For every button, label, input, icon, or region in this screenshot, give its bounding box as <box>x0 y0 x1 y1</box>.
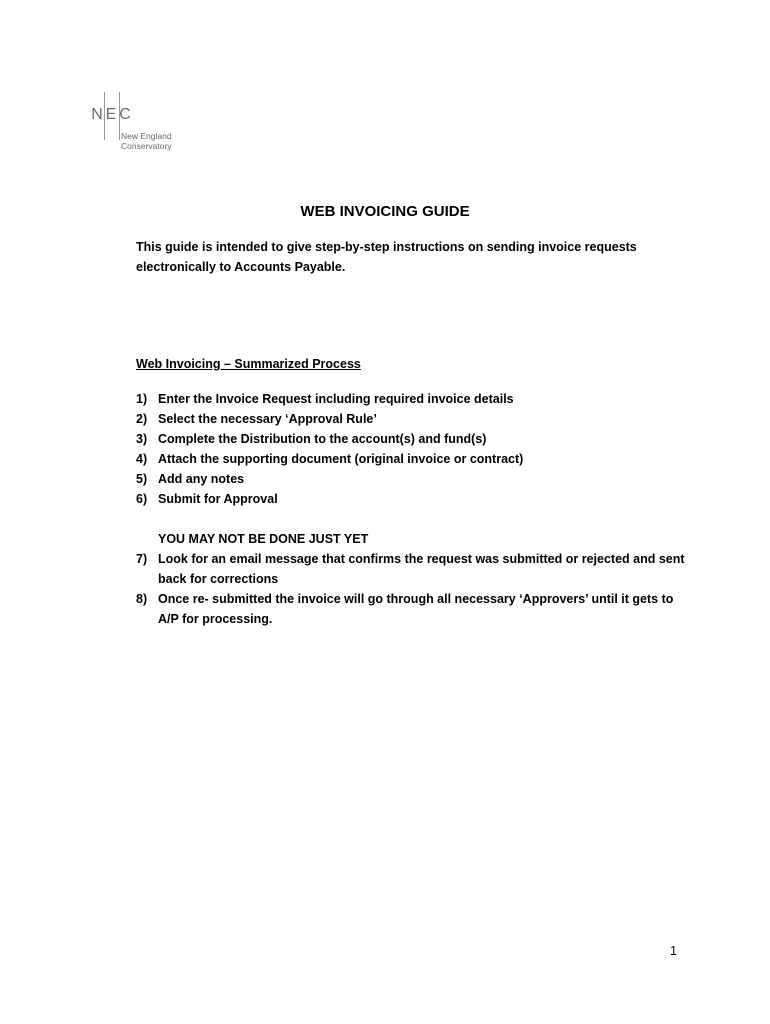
step-number: 3) <box>136 432 148 446</box>
list-item <box>136 469 696 489</box>
nec-logo <box>90 92 210 158</box>
step-text: Submit for Approval <box>158 492 278 506</box>
logo-letter-e: E <box>105 106 117 123</box>
list-item <box>136 389 696 409</box>
logo-letter-c: C <box>119 106 131 123</box>
step-text: Enter the Invoice Request including required invoice details <box>158 392 514 406</box>
step-number: 1) <box>136 392 148 406</box>
step-text: Complete the Distribution to the account(s) and fund(s) <box>158 432 487 446</box>
intro-line-1: This guide is intended to give step-by-step instructions on sending invoice requests <box>136 240 637 254</box>
step-number: 2) <box>136 412 148 426</box>
warning-note: YOU MAY NOT BE DONE JUST YET <box>158 532 369 546</box>
step-text-line: A/P for processing. <box>158 612 273 626</box>
step-number: 5) <box>136 472 148 486</box>
list-item <box>136 549 696 589</box>
step-text: Select the necessary ‘Approval Rule’ <box>158 412 377 426</box>
intro-paragraph <box>136 237 656 277</box>
step-text-line: Look for an email message that confirms the request was submitted or rejected and sent <box>158 552 685 566</box>
page-number: 1 <box>670 944 677 958</box>
intro-line-2: electronically to Accounts Payable. <box>136 260 346 274</box>
list-item <box>136 589 696 629</box>
step-text-line: back for corrections <box>158 572 279 586</box>
step-number: 8) <box>136 592 148 606</box>
document-title: WEB INVOICING GUIDE <box>300 203 470 220</box>
step-number: 6) <box>136 492 148 506</box>
logo-line-2: Conservatory <box>121 141 172 151</box>
logo-letters <box>90 106 132 124</box>
list-item <box>136 429 696 449</box>
step-text-line: Once re- submitted the invoice will go through all necessary ‘Approvers’ until it gets to <box>158 592 674 606</box>
list-item <box>136 449 696 469</box>
list-item <box>136 409 696 429</box>
logo-wordmark <box>121 131 172 151</box>
step-text: Attach the supporting document (original invoice or contract) <box>158 452 524 466</box>
logo-line-1: New England <box>121 131 172 141</box>
section-heading: Web Invoicing – Summarized Process <box>136 357 361 371</box>
step-number: 4) <box>136 452 148 466</box>
step-text <box>158 589 696 629</box>
step-text <box>158 549 696 589</box>
process-steps-list <box>136 389 696 629</box>
step-text: Add any notes <box>158 472 245 486</box>
list-item <box>136 489 696 509</box>
step-number: 7) <box>136 552 148 566</box>
logo-letter-n: N <box>91 106 103 123</box>
